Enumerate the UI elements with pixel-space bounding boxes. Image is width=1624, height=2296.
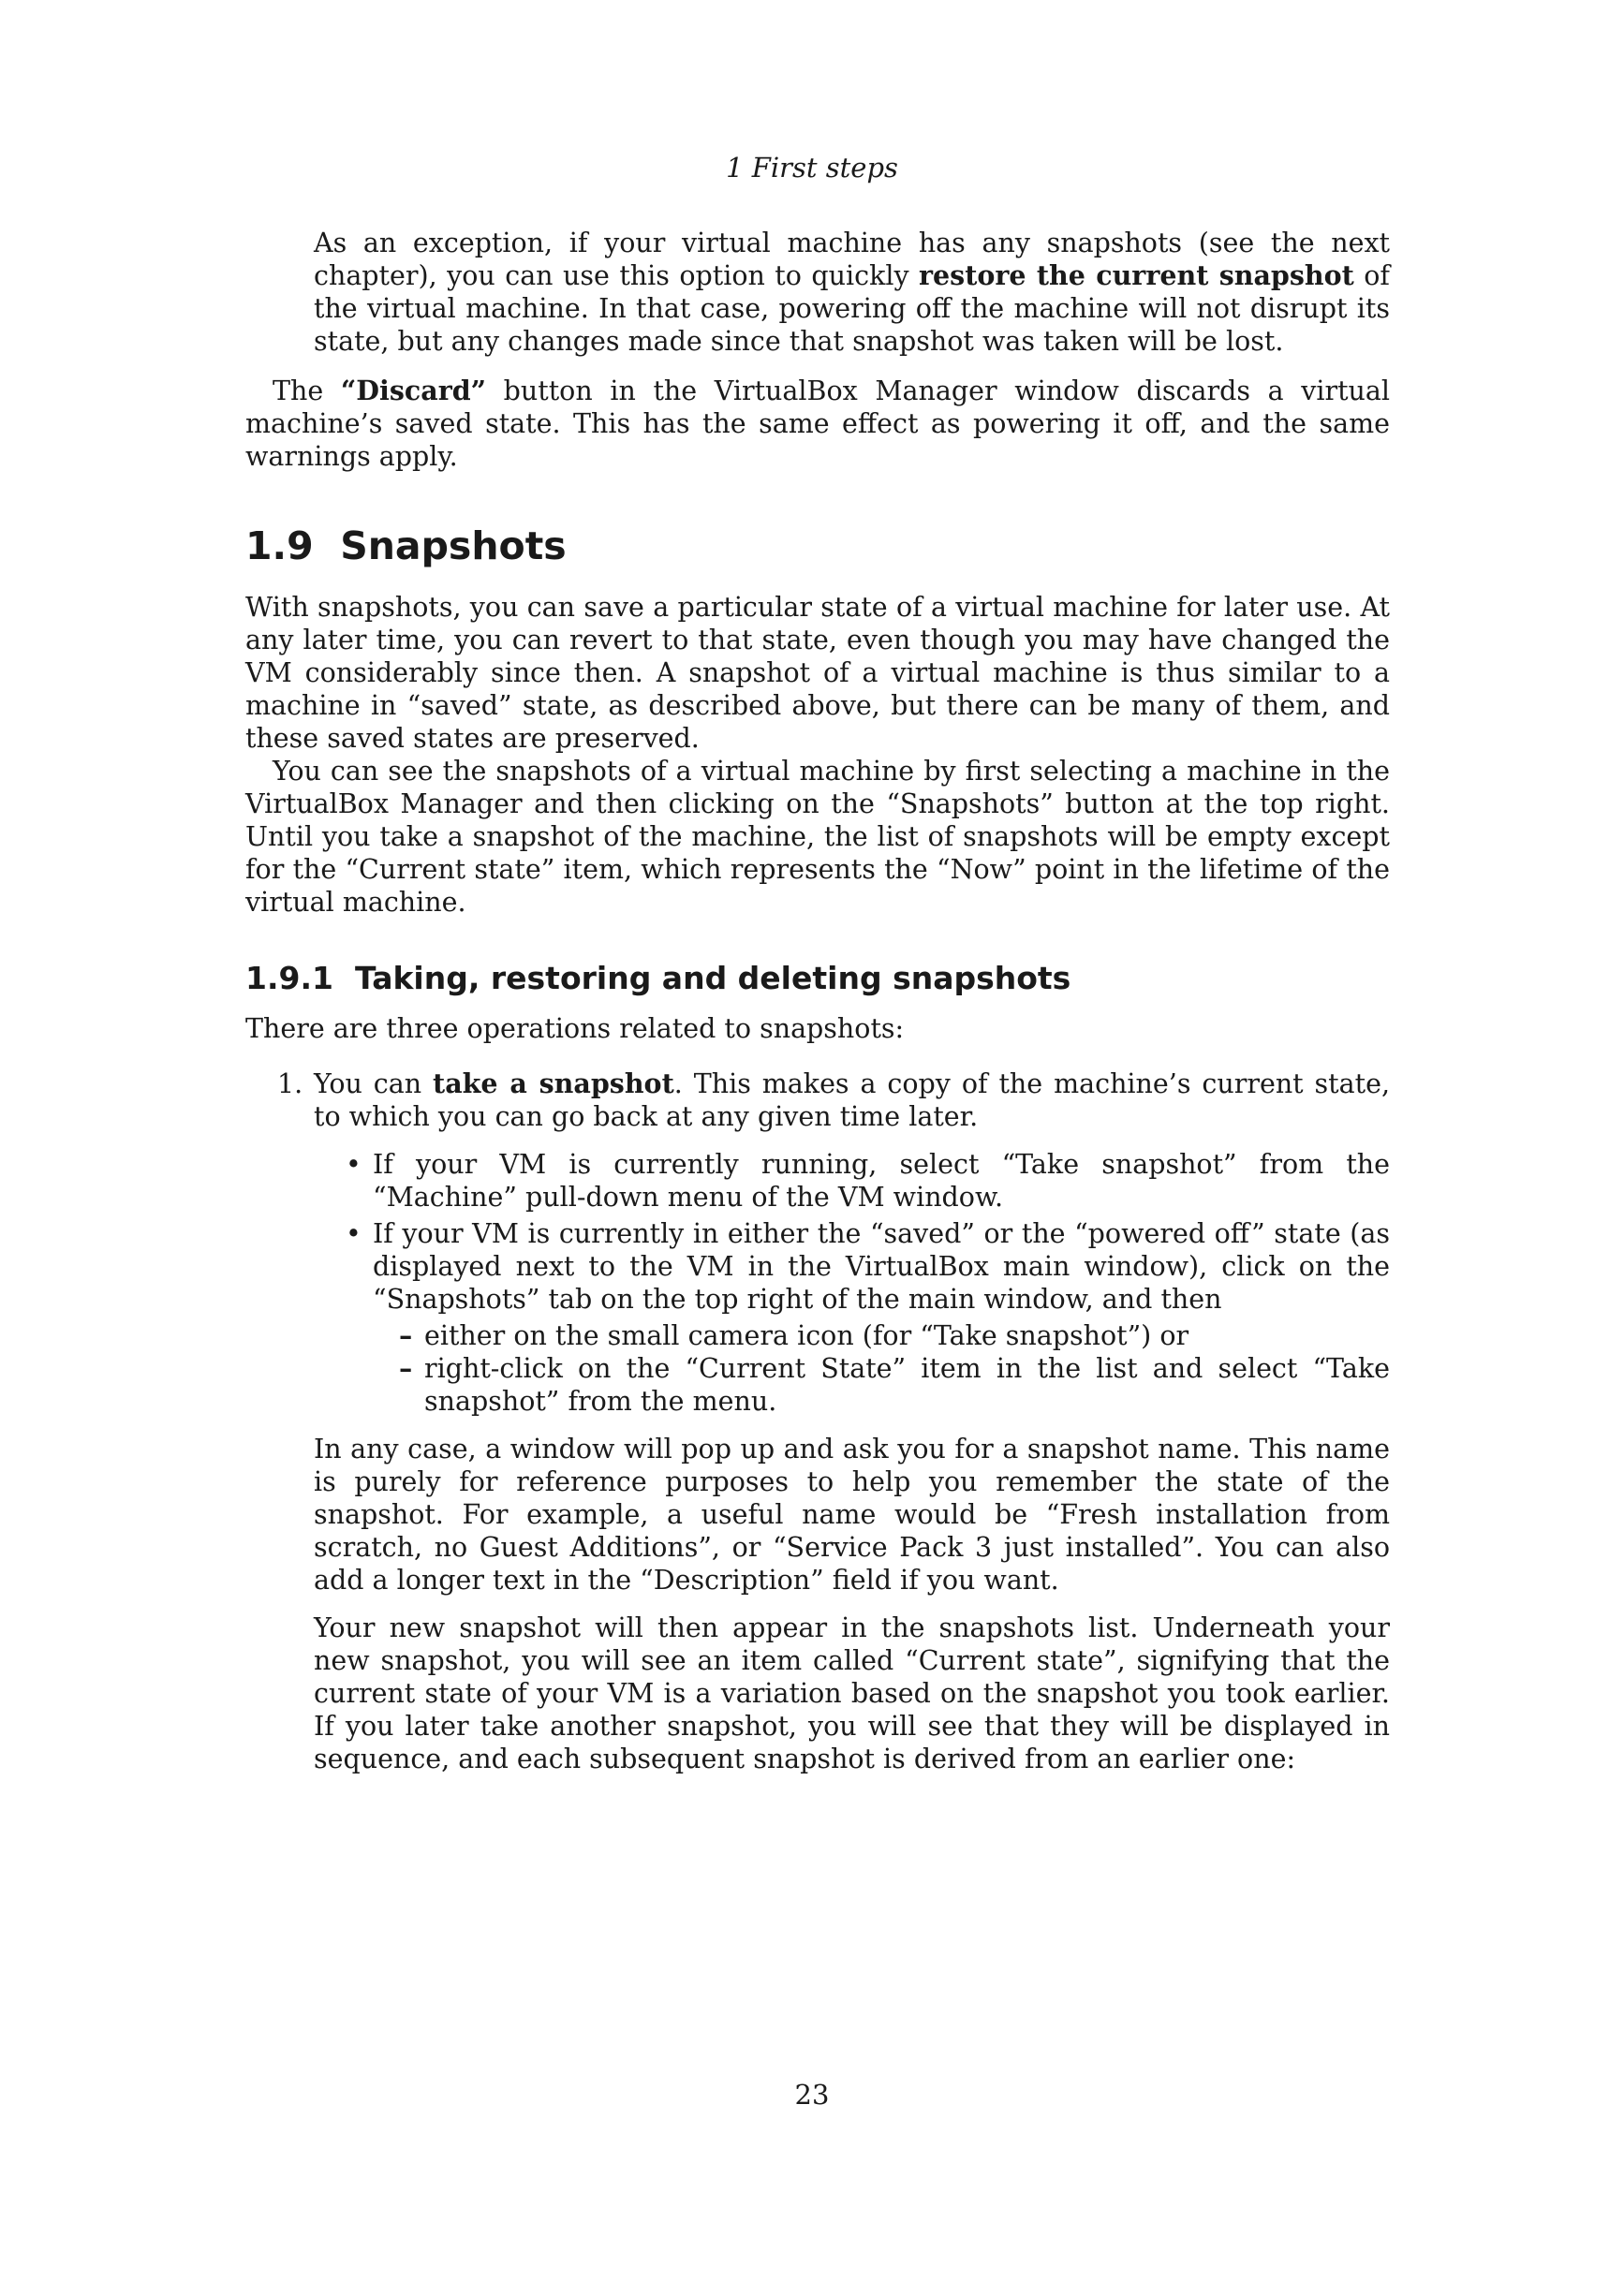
bullet-icon: • (346, 1218, 362, 1249)
section-heading (245, 523, 1390, 568)
discard-text-a: The (273, 375, 341, 406)
snapshot-name-paragraph: In any case, a window will pop up and ask you for a snapshot name. This name is purely for reference purposes to help you remember the state of the snapshot. For example, a useful name would be “Fresh installation from scratch, no Guest Additions”, or “Service Pack 3 just installed”. You can also add a longer text in the “Description” field if you want. (314, 1434, 1390, 1596)
snapshot-list-paragraph: Your new snapshot will then appear in the snapshots list. Underneath your new snapshot, you will see an item called “Current state”, signifying that the current state of your VM is a variation based on the snapshot you took earlier. If you later take another snapshot, you will see that they will be displayed in sequence, and each subsequent snapshot is derived from an earlier one: (314, 1612, 1390, 1774)
subsection-number: 1.9.1 (245, 960, 333, 996)
item1-bold: take a snapshot (433, 1067, 674, 1099)
list-item-text (314, 1067, 1390, 1133)
section-number: 1.9 (245, 523, 314, 568)
dash-list (373, 1319, 1390, 1418)
bullet-item (314, 1217, 1390, 1418)
intro-bold: restore the current snapshot (919, 259, 1354, 291)
dash-text: either on the small camera icon (for “Take snapshot”) or (424, 1320, 1189, 1351)
subsection-lead: There are three operations related to snapshots: (245, 1013, 905, 1044)
bullet-text: If your VM is currently running, select “Take snapshot” from the “Machine” pull-down menu of the VM window. (373, 1149, 1390, 1213)
discard-paragraph (245, 375, 1390, 473)
intro-text-b: of the virtual machine. In that case, powering off the machine will not disrupt its state, but any changes made since that snapshot was taken will be lost. (314, 260, 1390, 357)
bullet-list (314, 1148, 1390, 1418)
operations-list (245, 1067, 1390, 1775)
discard-text-b: button in the VirtualBox Manager window discards a virtual machine’s saved state. This has the same effect as powering it off, and the same warnings apply. (245, 375, 1391, 472)
item1-text-a: You can (314, 1068, 434, 1099)
snapshots-paragraph-1: With snapshots, you can save a particular state of a virtual machine for later use. At any later time, you can revert to that state, even though you may have changed the VM considerably since then. A snapshot of a virtual machine is thus similar to a machine in “saved” state, as described above, but there can be many of them, and these saved states are preserved. (245, 592, 1390, 754)
dash-item (373, 1319, 1390, 1352)
intro-paragraph (314, 227, 1390, 358)
dash-item (373, 1352, 1390, 1418)
bullet-item (314, 1148, 1390, 1214)
dash-icon: – (399, 1352, 413, 1384)
subsection-heading (245, 960, 1390, 997)
bullet-text: If your VM is currently in either the “saved” or the “powered off” state (as displayed next to the VM in the VirtualBox main window), click on the “Snapshots” tab on the top right of the main window, and then (373, 1218, 1390, 1315)
page-number: 23 (794, 2079, 830, 2111)
discard-bold: “Discard” (340, 375, 487, 406)
list-item (245, 1067, 1390, 1775)
list-item-number: 1. (277, 1068, 303, 1099)
snapshots-paragraph-2: You can see the snapshots of a virtual machine by first selecting a machine in the VirtualBox Manager and then clicking on the “Snapshots” button at the top right. Until you take a snapshot of the machine, the list of snapshots will be empty except for the “Current state” item, which represents the “Now” point in the lifetime of the virtual machine. (245, 756, 1390, 918)
bullet-icon: • (346, 1149, 362, 1180)
section-title: Snapshots (340, 523, 567, 568)
item1-text-b: . This makes a copy of the machine’s current state, to which you can go back at any given time later. (314, 1068, 1391, 1132)
running-head: 1 First steps (726, 152, 898, 184)
page-body (245, 227, 1390, 1775)
dash-icon: – (399, 1319, 413, 1351)
intro-text-a: As an exception, if your virtual machine has any snapshots (see the next chapter), you can use this option to quickly (314, 228, 1390, 291)
dash-text: right-click on the “Current State” item in the list and select “Take snapshot” from the menu. (424, 1353, 1390, 1417)
subsection-title: Taking, restoring and deleting snapshots (354, 960, 1071, 996)
